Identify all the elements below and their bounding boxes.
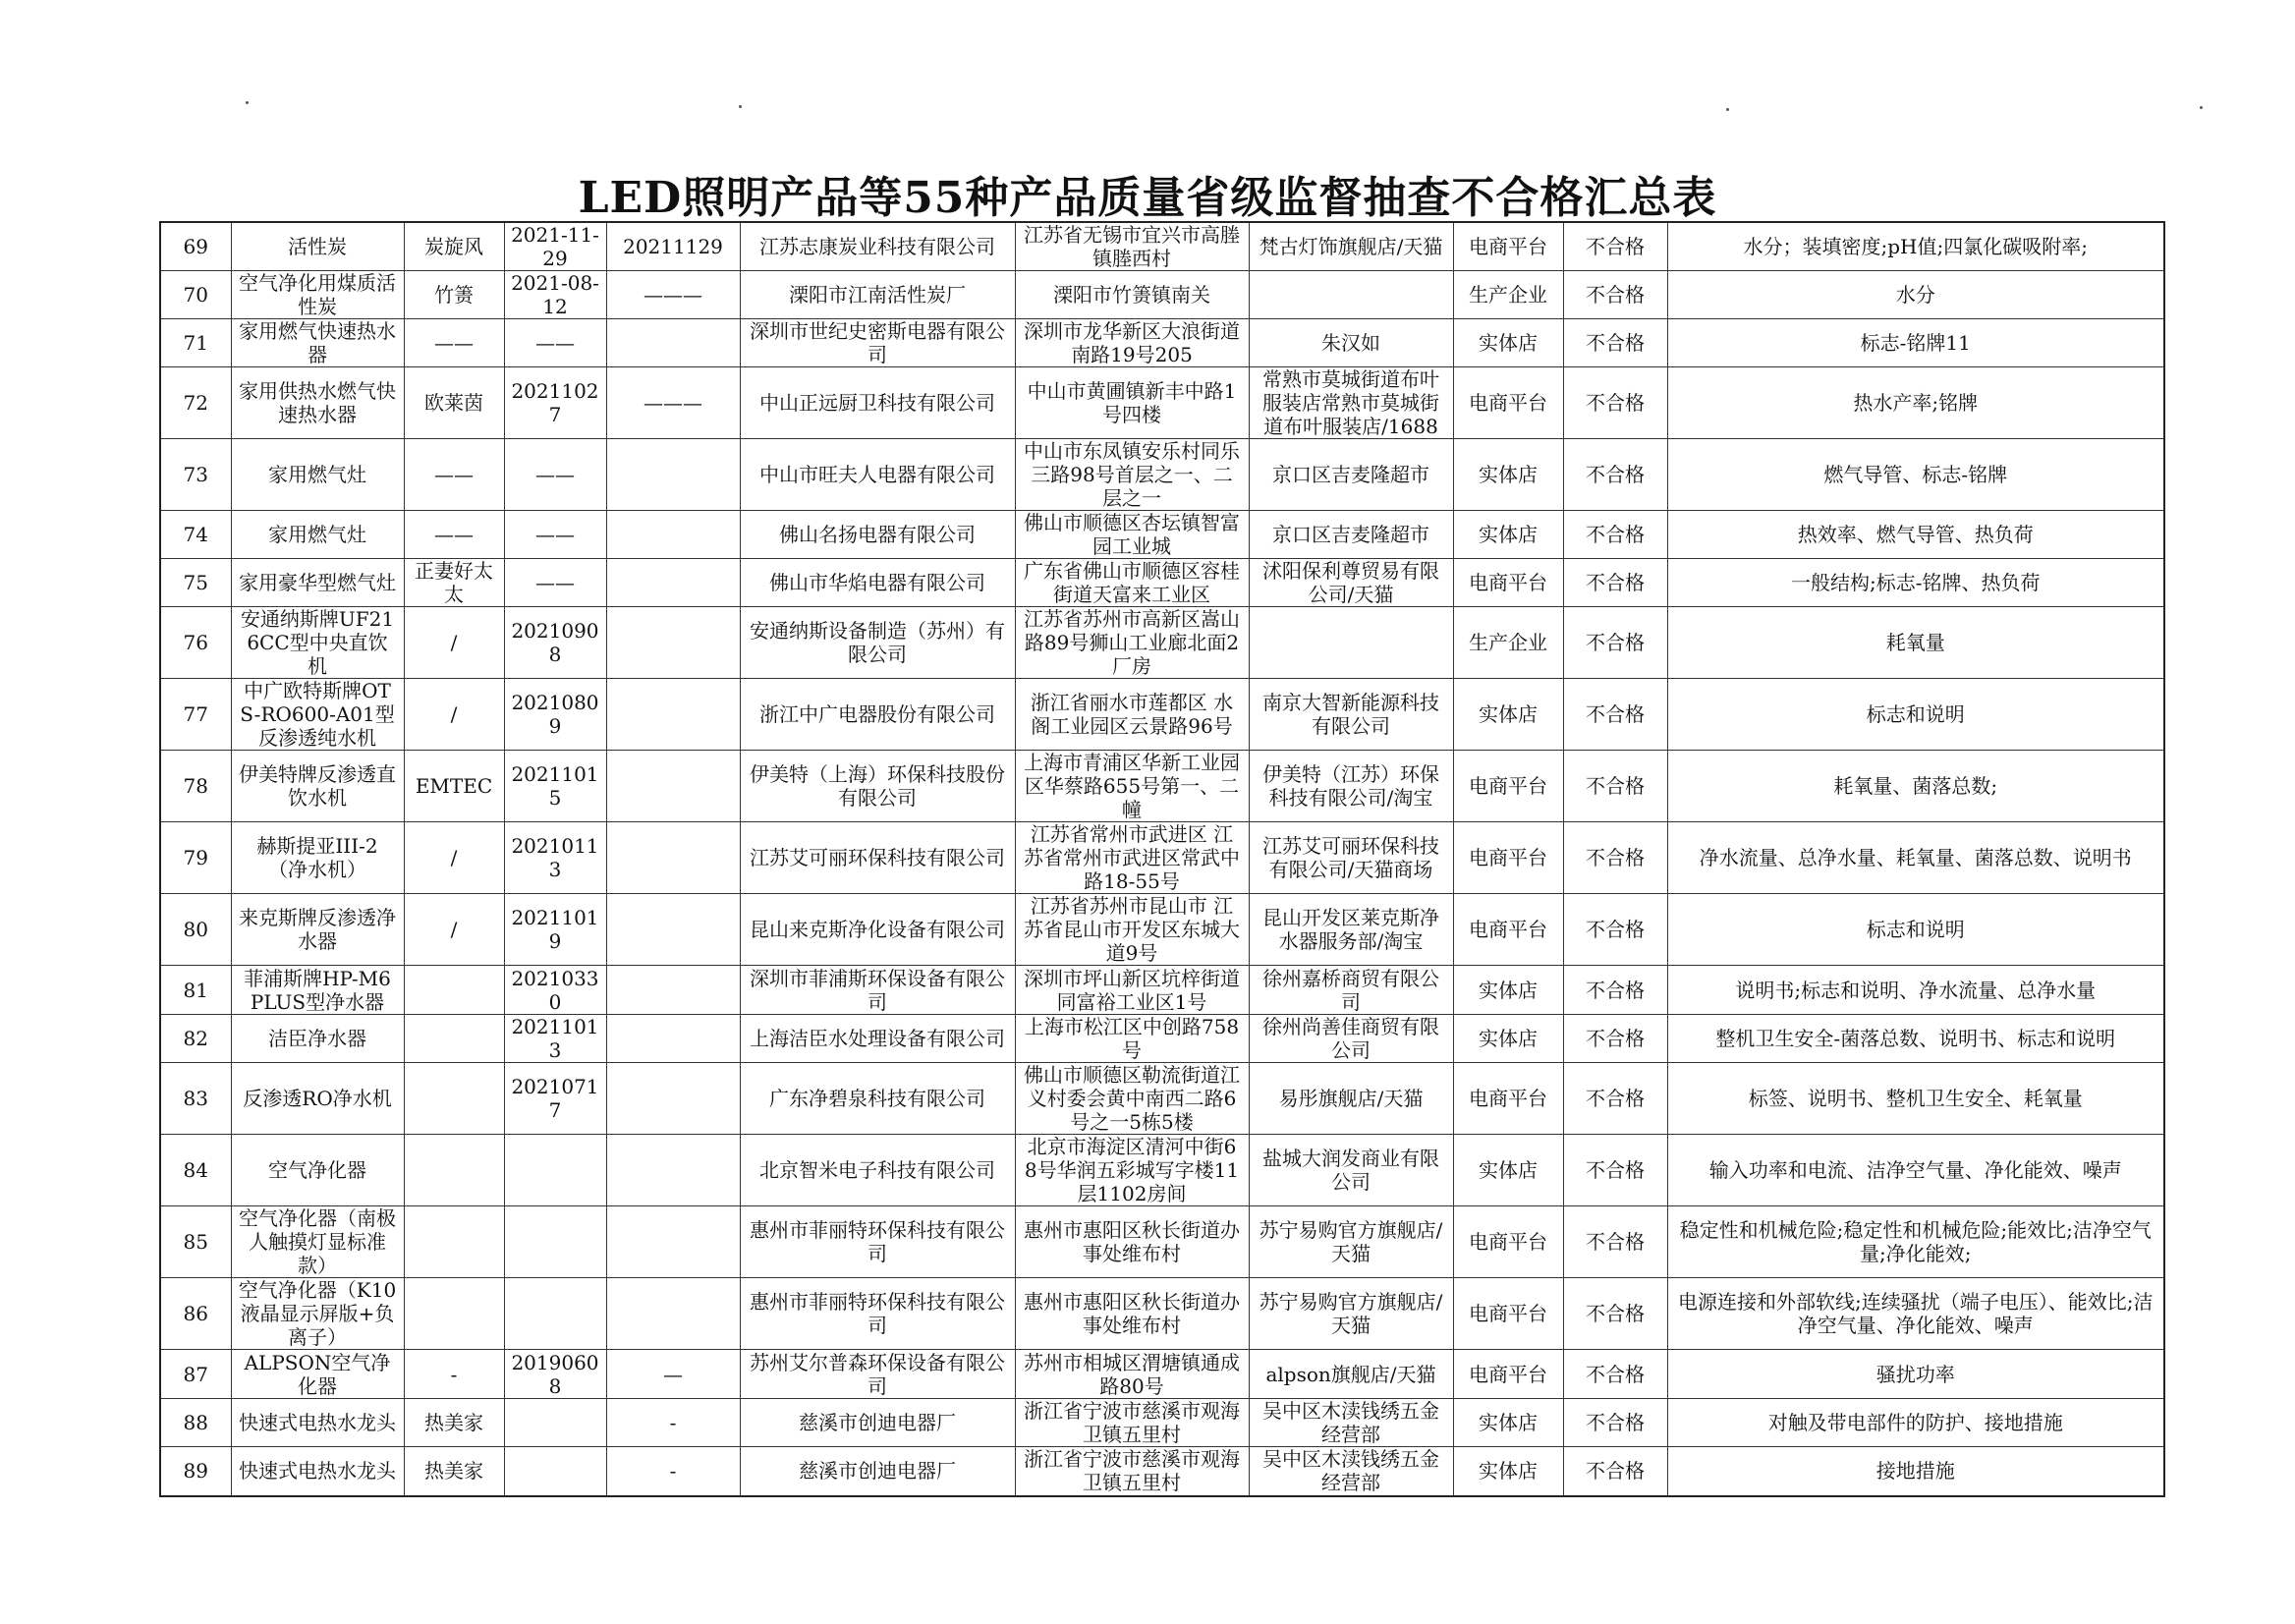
cell-no: 76: [160, 607, 231, 679]
cell-no: 69: [160, 222, 231, 271]
cell-product: 家用豪华型燃气灶: [231, 559, 404, 607]
cell-batch: [606, 319, 740, 367]
cell-date: 20211013: [504, 1015, 606, 1063]
cell-seller: [1249, 271, 1453, 319]
cell-seller: 京口区吉麦隆超市: [1249, 511, 1453, 559]
cell-source: 实体店: [1453, 319, 1563, 367]
cell-product: ALPSON空气净化器: [231, 1350, 404, 1399]
cell-no: 88: [160, 1399, 231, 1447]
cell-result: 不合格: [1563, 271, 1667, 319]
cell-source: 电商平台: [1453, 751, 1563, 822]
cell-source: 实体店: [1453, 1015, 1563, 1063]
table-row: [160, 367, 2164, 439]
cell-batch: -: [606, 1447, 740, 1496]
scan-speck: [739, 105, 742, 108]
scan-speck: [246, 101, 249, 104]
cell-product: 安通纳斯牌UF216CC型中央直饮机: [231, 607, 404, 679]
cell-seller: 南京大智新能源科技有限公司: [1249, 679, 1453, 751]
cell-seller: 梵古灯饰旗舰店/天猫: [1249, 222, 1453, 271]
cell-batch: —: [606, 1350, 740, 1399]
cell-product: 中广欧特斯牌OTS-RO600-A01型反渗透纯水机: [231, 679, 404, 751]
cell-source: 实体店: [1453, 511, 1563, 559]
cell-batch: [606, 1063, 740, 1135]
cell-batch: [606, 607, 740, 679]
cell-no: 73: [160, 439, 231, 511]
cell-maker: 昆山来克斯净化设备有限公司: [740, 894, 1015, 966]
cell-no: 75: [160, 559, 231, 607]
table-row: [160, 439, 2164, 511]
cell-brand: /: [404, 822, 504, 894]
cell-brand: ——: [404, 319, 504, 367]
cell-result: 不合格: [1563, 439, 1667, 511]
cell-address: 惠州市惠阳区秋长街道办事处维布村: [1015, 1206, 1249, 1278]
cell-no: 74: [160, 511, 231, 559]
cell-date: 20211015: [504, 751, 606, 822]
cell-source: 电商平台: [1453, 894, 1563, 966]
cell-brand: 热美家: [404, 1399, 504, 1447]
table-row: [160, 751, 2164, 822]
cell-source: 实体店: [1453, 439, 1563, 511]
cell-address: 上海市青浦区华新工业园区华蔡路655号第一、二幢: [1015, 751, 1249, 822]
cell-address: 苏州市相城区渭塘镇通成路80号: [1015, 1350, 1249, 1399]
cell-product: 反渗透RO净水机: [231, 1063, 404, 1135]
cell-result: 不合格: [1563, 511, 1667, 559]
cell-items: 标志和说明: [1667, 894, 2164, 966]
cell-items: 耗氧量: [1667, 607, 2164, 679]
cell-maker: 苏州艾尔普森环保设备有限公司: [740, 1350, 1015, 1399]
cell-address: 中山市黄圃镇新丰中路1号四楼: [1015, 367, 1249, 439]
cell-no: 72: [160, 367, 231, 439]
cell-product: 活性炭: [231, 222, 404, 271]
cell-brand: [404, 1278, 504, 1350]
cell-batch: ———: [606, 367, 740, 439]
cell-product: 洁臣净水器: [231, 1015, 404, 1063]
table-row: [160, 222, 2164, 271]
cell-brand: -: [404, 1350, 504, 1399]
table-row: [160, 679, 2164, 751]
cell-result: 不合格: [1563, 1063, 1667, 1135]
cell-seller: 吴中区木渎钱绣五金经营部: [1249, 1447, 1453, 1496]
cell-items: 标志和说明: [1667, 679, 2164, 751]
cell-product: 来克斯牌反渗透净水器: [231, 894, 404, 966]
table-row: [160, 1447, 2164, 1496]
cell-items: 水分；装填密度;pH值;四氯化碳吸附率;: [1667, 222, 2164, 271]
cell-address: 江苏省无锡市宜兴市高塍镇塍西村: [1015, 222, 1249, 271]
cell-seller: 朱汉如: [1249, 319, 1453, 367]
page-title: LED照明产品等55种产品质量省级监督抽查不合格汇总表: [578, 173, 1717, 223]
scan-speck: [1726, 108, 1729, 111]
cell-brand: 竹箦: [404, 271, 504, 319]
table-row: [160, 1135, 2164, 1206]
cell-items: 水分: [1667, 271, 2164, 319]
cell-maker: 惠州市菲丽特环保科技有限公司: [740, 1278, 1015, 1350]
cell-seller: [1249, 607, 1453, 679]
cell-address: 广东省佛山市顺德区容桂街道天富来工业区: [1015, 559, 1249, 607]
cell-product: 赫斯提亚III-2（净水机）: [231, 822, 404, 894]
scan-speck: [2200, 106, 2203, 109]
table-row: [160, 966, 2164, 1015]
table-row: [160, 511, 2164, 559]
table-row: [160, 559, 2164, 607]
cell-result: 不合格: [1563, 966, 1667, 1015]
cell-seller: 昆山开发区莱克斯净水器服务部/淘宝: [1249, 894, 1453, 966]
cell-date: 20210330: [504, 966, 606, 1015]
cell-items: 燃气导管、标志-铭牌: [1667, 439, 2164, 511]
cell-seller: 京口区吉麦隆超市: [1249, 439, 1453, 511]
cell-brand: [404, 1015, 504, 1063]
cell-address: 佛山市顺德区勒流街道江义村委会黄中南西二路6号之一5栋5楼: [1015, 1063, 1249, 1135]
cell-address: 江苏省常州市武进区 江苏省常州市武进区常武中路18-55号: [1015, 822, 1249, 894]
cell-maker: 江苏志康炭业科技有限公司: [740, 222, 1015, 271]
cell-brand: /: [404, 894, 504, 966]
cell-items: 骚扰功率: [1667, 1350, 2164, 1399]
cell-result: 不合格: [1563, 822, 1667, 894]
cell-no: 82: [160, 1015, 231, 1063]
cell-product: 家用燃气灶: [231, 439, 404, 511]
cell-no: 80: [160, 894, 231, 966]
cell-address: 江苏省苏州市高新区嵩山路89号狮山工业廊北面2厂房: [1015, 607, 1249, 679]
cell-brand: ——: [404, 439, 504, 511]
cell-no: 86: [160, 1278, 231, 1350]
cell-brand: EMTEC: [404, 751, 504, 822]
table-row: [160, 1063, 2164, 1135]
cell-product: 家用供热水燃气快速热水器: [231, 367, 404, 439]
cell-no: 79: [160, 822, 231, 894]
cell-source: 实体店: [1453, 679, 1563, 751]
cell-maker: 深圳市菲浦斯环保设备有限公司: [740, 966, 1015, 1015]
cell-batch: [606, 559, 740, 607]
cell-product: 菲浦斯牌HP-M6 PLUS型净水器: [231, 966, 404, 1015]
cell-no: 87: [160, 1350, 231, 1399]
cell-batch: [606, 1206, 740, 1278]
cell-batch: [606, 966, 740, 1015]
cell-date: [504, 1135, 606, 1206]
cell-address: 佛山市顺德区杏坛镇智富园工业城: [1015, 511, 1249, 559]
cell-result: 不合格: [1563, 894, 1667, 966]
cell-seller: 徐州嘉桥商贸有限公司: [1249, 966, 1453, 1015]
cell-source: 实体店: [1453, 966, 1563, 1015]
cell-batch: [606, 439, 740, 511]
cell-date: ——: [504, 511, 606, 559]
cell-address: 惠州市惠阳区秋长街道办事处维布村: [1015, 1278, 1249, 1350]
table-row: [160, 894, 2164, 966]
cell-source: 实体店: [1453, 1399, 1563, 1447]
cell-items: 整机卫生安全-菌落总数、说明书、标志和说明: [1667, 1015, 2164, 1063]
cell-items: 说明书;标志和说明、净水流量、总净水量: [1667, 966, 2164, 1015]
cell-source: 电商平台: [1453, 1350, 1563, 1399]
cell-batch: -: [606, 1399, 740, 1447]
table-row: [160, 1206, 2164, 1278]
cell-date: [504, 1206, 606, 1278]
cell-date: 2021-11-29: [504, 222, 606, 271]
table-row: [160, 607, 2164, 679]
cell-address: 浙江省宁波市慈溪市观海卫镇五里村: [1015, 1447, 1249, 1496]
nonconformity-table: [159, 221, 2165, 1497]
cell-brand: [404, 1063, 504, 1135]
cell-maker: 北京智米电子科技有限公司: [740, 1135, 1015, 1206]
cell-brand: [404, 966, 504, 1015]
cell-address: 上海市松江区中创路758号: [1015, 1015, 1249, 1063]
cell-maker: 中山正远厨卫科技有限公司: [740, 367, 1015, 439]
cell-date: [504, 1278, 606, 1350]
cell-source: 电商平台: [1453, 559, 1563, 607]
cell-date: ——: [504, 559, 606, 607]
cell-brand: 热美家: [404, 1447, 504, 1496]
cell-maker: 安通纳斯设备制造（苏州）有限公司: [740, 607, 1015, 679]
cell-source: 电商平台: [1453, 222, 1563, 271]
cell-brand: ——: [404, 511, 504, 559]
cell-address: 浙江省丽水市莲都区 水阁工业园区云景路96号: [1015, 679, 1249, 751]
cell-result: 不合格: [1563, 1015, 1667, 1063]
cell-maker: 佛山市华焰电器有限公司: [740, 559, 1015, 607]
cell-address: 中山市东凤镇安乐村同乐三路98号首层之一、二层之一: [1015, 439, 1249, 511]
cell-batch: [606, 511, 740, 559]
cell-seller: 沭阳保利尊贸易有限公司/天猫: [1249, 559, 1453, 607]
cell-batch: [606, 1015, 740, 1063]
cell-maker: 慈溪市创迪电器厂: [740, 1447, 1015, 1496]
cell-no: 85: [160, 1206, 231, 1278]
cell-date: 20190608: [504, 1350, 606, 1399]
cell-maker: 溧阳市江南活性炭厂: [740, 271, 1015, 319]
cell-result: 不合格: [1563, 607, 1667, 679]
cell-source: 实体店: [1453, 1447, 1563, 1496]
cell-product: 空气净化用煤质活性炭: [231, 271, 404, 319]
cell-seller: 苏宁易购官方旗舰店/天猫: [1249, 1278, 1453, 1350]
cell-date: [504, 1399, 606, 1447]
cell-address: 北京市海淀区清河中街68号华润五彩城写字楼11层1102房间: [1015, 1135, 1249, 1206]
cell-batch: 20211129: [606, 222, 740, 271]
cell-maker: 深圳市世纪史密斯电器有限公司: [740, 319, 1015, 367]
cell-no: 71: [160, 319, 231, 367]
cell-no: 83: [160, 1063, 231, 1135]
cell-batch: [606, 679, 740, 751]
cell-source: 电商平台: [1453, 367, 1563, 439]
cell-items: 对触及带电部件的防护、接地措施: [1667, 1399, 2164, 1447]
cell-batch: [606, 1135, 740, 1206]
cell-result: 不合格: [1563, 319, 1667, 367]
cell-brand: /: [404, 679, 504, 751]
cell-result: 不合格: [1563, 1350, 1667, 1399]
table-row: [160, 1350, 2164, 1399]
cell-address: 江苏省苏州市昆山市 江苏省昆山市开发区东城大道9号: [1015, 894, 1249, 966]
cell-no: 89: [160, 1447, 231, 1496]
cell-seller: 伊美特（江苏）环保科技有限公司/淘宝: [1249, 751, 1453, 822]
cell-date: 20210908: [504, 607, 606, 679]
table-body: [160, 222, 2164, 1496]
cell-date: 20210809: [504, 679, 606, 751]
cell-product: 空气净化器: [231, 1135, 404, 1206]
cell-maker: 中山市旺夫人电器有限公司: [740, 439, 1015, 511]
cell-product: 空气净化器（南极人触摸灯显标准款）: [231, 1206, 404, 1278]
cell-product: 伊美特牌反渗透直饮水机: [231, 751, 404, 822]
cell-seller: 徐州尚善佳商贸有限公司: [1249, 1015, 1453, 1063]
table-row: [160, 1278, 2164, 1350]
cell-seller: 吴中区木渎钱绣五金经营部: [1249, 1399, 1453, 1447]
cell-no: 84: [160, 1135, 231, 1206]
cell-result: 不合格: [1563, 1135, 1667, 1206]
cell-result: 不合格: [1563, 1278, 1667, 1350]
cell-date: 20211019: [504, 894, 606, 966]
cell-batch: [606, 1278, 740, 1350]
cell-source: 电商平台: [1453, 1206, 1563, 1278]
cell-brand: /: [404, 607, 504, 679]
cell-seller: 易彤旗舰店/天猫: [1249, 1063, 1453, 1135]
cell-result: 不合格: [1563, 222, 1667, 271]
cell-items: 热水产率;铭牌: [1667, 367, 2164, 439]
cell-date: 2021-08-12: [504, 271, 606, 319]
cell-items: 标志-铭牌11: [1667, 319, 2164, 367]
cell-batch: [606, 751, 740, 822]
cell-batch: [606, 822, 740, 894]
cell-brand: [404, 1206, 504, 1278]
cell-maker: 广东净碧泉科技有限公司: [740, 1063, 1015, 1135]
cell-seller: 盐城大润发商业有限公司: [1249, 1135, 1453, 1206]
cell-brand: 炭旋风: [404, 222, 504, 271]
cell-maker: 上海洁臣水处理设备有限公司: [740, 1015, 1015, 1063]
cell-source: 实体店: [1453, 1135, 1563, 1206]
cell-date: 20210113: [504, 822, 606, 894]
cell-product: 空气净化器（K10液晶显示屏版+负离子）: [231, 1278, 404, 1350]
cell-address: 溧阳市竹箦镇南关: [1015, 271, 1249, 319]
cell-maker: 伊美特（上海）环保科技股份有限公司: [740, 751, 1015, 822]
cell-address: 深圳市坪山新区坑梓街道同富裕工业区1号: [1015, 966, 1249, 1015]
cell-brand: [404, 1135, 504, 1206]
cell-items: 接地措施: [1667, 1447, 2164, 1496]
cell-brand: 正妻好太太: [404, 559, 504, 607]
cell-maker: 江苏艾可丽环保科技有限公司: [740, 822, 1015, 894]
cell-product: 快速式电热水龙头: [231, 1399, 404, 1447]
cell-items: 热效率、燃气导管、热负荷: [1667, 511, 2164, 559]
cell-maker: 浙江中广电器股份有限公司: [740, 679, 1015, 751]
cell-product: 快速式电热水龙头: [231, 1447, 404, 1496]
table-row: [160, 822, 2164, 894]
cell-items: 输入功率和电流、洁净空气量、净化能效、噪声: [1667, 1135, 2164, 1206]
cell-source: 生产企业: [1453, 607, 1563, 679]
cell-no: 81: [160, 966, 231, 1015]
cell-product: 家用燃气快速热水器: [231, 319, 404, 367]
cell-source: 电商平台: [1453, 1278, 1563, 1350]
cell-result: 不合格: [1563, 751, 1667, 822]
cell-product: 家用燃气灶: [231, 511, 404, 559]
cell-date: 20211027: [504, 367, 606, 439]
table-row: [160, 1015, 2164, 1063]
table-row: [160, 271, 2164, 319]
cell-date: ——: [504, 439, 606, 511]
cell-result: 不合格: [1563, 367, 1667, 439]
cell-seller: 江苏艾可丽环保科技有限公司/天猫商场: [1249, 822, 1453, 894]
cell-date: 20210717: [504, 1063, 606, 1135]
cell-source: 生产企业: [1453, 271, 1563, 319]
cell-items: 耗氧量、菌落总数;: [1667, 751, 2164, 822]
cell-maker: 慈溪市创迪电器厂: [740, 1399, 1015, 1447]
cell-items: 稳定性和机械危险;稳定性和机械危险;能效比;洁净空气量;净化能效;: [1667, 1206, 2164, 1278]
table-row: [160, 319, 2164, 367]
cell-no: 70: [160, 271, 231, 319]
cell-no: 77: [160, 679, 231, 751]
cell-items: 一般结构;标志-铭牌、热负荷: [1667, 559, 2164, 607]
cell-result: 不合格: [1563, 1206, 1667, 1278]
cell-maker: 惠州市菲丽特环保科技有限公司: [740, 1206, 1015, 1278]
cell-seller: 苏宁易购官方旗舰店/天猫: [1249, 1206, 1453, 1278]
cell-brand: 欧莱茵: [404, 367, 504, 439]
cell-source: 电商平台: [1453, 822, 1563, 894]
cell-batch: [606, 894, 740, 966]
cell-result: 不合格: [1563, 1447, 1667, 1496]
cell-date: ——: [504, 319, 606, 367]
cell-address: 深圳市龙华新区大浪街道南路19号205: [1015, 319, 1249, 367]
cell-address: 浙江省宁波市慈溪市观海卫镇五里村: [1015, 1399, 1249, 1447]
cell-source: 电商平台: [1453, 1063, 1563, 1135]
cell-no: 78: [160, 751, 231, 822]
cell-items: 净水流量、总净水量、耗氧量、菌落总数、说明书: [1667, 822, 2164, 894]
cell-maker: 佛山名扬电器有限公司: [740, 511, 1015, 559]
cell-seller: alpson旗舰店/天猫: [1249, 1350, 1453, 1399]
cell-seller: 常熟市莫城街道布叶服装店常熟市莫城街道布叶服装店/1688: [1249, 367, 1453, 439]
cell-items: 标签、说明书、整机卫生安全、耗氧量: [1667, 1063, 2164, 1135]
cell-result: 不合格: [1563, 1399, 1667, 1447]
cell-batch: ———: [606, 271, 740, 319]
cell-items: 电源连接和外部软线;连续骚扰（端子电压）、能效比;洁净空气量、净化能效、噪声: [1667, 1278, 2164, 1350]
cell-result: 不合格: [1563, 559, 1667, 607]
cell-date: [504, 1447, 606, 1496]
table-row: [160, 1399, 2164, 1447]
cell-result: 不合格: [1563, 679, 1667, 751]
